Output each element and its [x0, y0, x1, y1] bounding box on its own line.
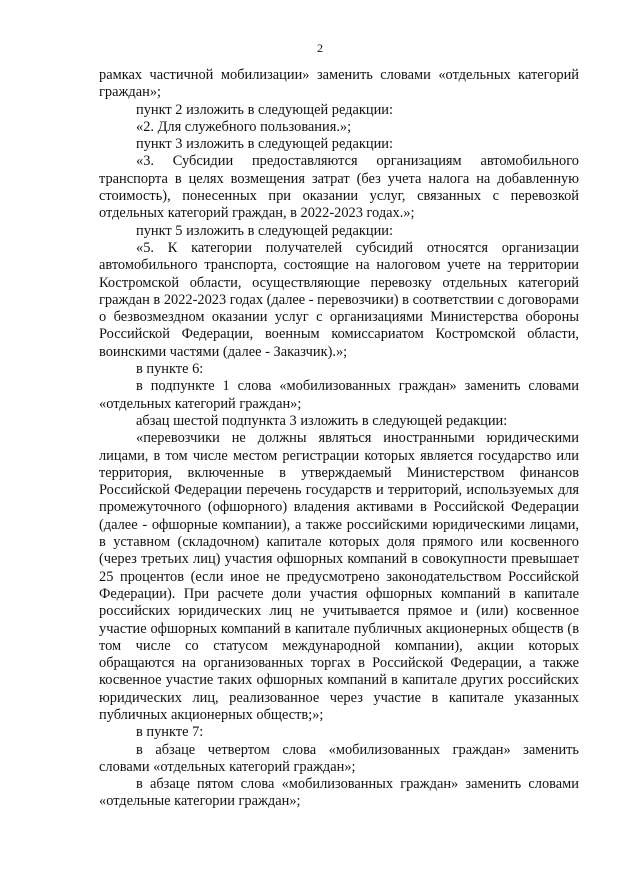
paragraph-point-5-text: «5. К категории получателей субсидий относятся организации автомобильного транспорта, состоящие на налоговом учете на территории Костромской области, осуществляющие перевозку отдельных категорий граждан в 2022-2023 годах (далее - перевозчики) в соответствии с договорами о безвозмездном оказании услуг с организациями Министерства обороны Российской Федерации, военным комиссариатом Костромской области, воинскими частями (далее - Заказчик).»; [99, 239, 579, 360]
paragraph-point-6-subpoint-3-text: «перевозчики не должны являться иностранными юридическими лицами, в том числе местом регистрации которых является государство или территория, включенные в утверждаемый Министерством финансов Российской Федерации перечень государств и территорий, используемых для промежуточного (офшорного) владения активами в Российской Федерации (далее - офшорные компании), а также российскими юридическими лицами, в уставном (складочном) капитале которых доля прямого или косвенного (через третьих лиц) участия офшорных компаний в совокупности превышает 25 процентов (если иное не предусмотрено законодательством Российской Федерации). При расчете доли участия офшорных компаний в капитале российских юридических лиц не учитывается прямое и (или) косвенное участие офшорных компаний в капитале публичных акционерных обществ (в том числе со статусом международной компании), акции которых обращаются на организованных торгах в Российской Федерации, а также косвенное участие таких офшорных компаний в капитале других российских юридических лиц, реализованное через участие в капитале указанных публичных акционерных обществ;»; [99, 430, 579, 723]
page-number: 2 [317, 41, 323, 55]
paragraph-continuation: рамках частичной мобилизации» заменить словами «отдельных категорий граждан»; [99, 67, 579, 101]
document-body [99, 67, 579, 811]
paragraph-point-7-paragraph-4: в абзаце четвертом слова «мобилизованных граждан» заменить словами «отдельных категорий граждан»; [99, 741, 579, 775]
paragraph-point-2-heading: пункт 2 изложить в следующей редакции: [136, 101, 393, 118]
paragraph-point-3-text: «3. Субсидии предоставляются организациям автомобильного транспорта в целях возмещения затрат (без учета налога на добавленную стоимость), понесенных при оказании услуг, связанных с перевозкой отдельных категорий граждан, в 2022-2023 годах.»; [99, 153, 579, 222]
paragraph-point-6-subpoint-3-heading: абзац шестой подпункта 3 изложить в следующей редакции: [136, 412, 508, 429]
paragraph-point-6-subpoint-1: в подпункте 1 слова «мобилизованных граждан» заменить словами «отдельных категорий граждан»; [99, 378, 579, 412]
paragraph-point-2-text: «2. Для служебного пользования.»; [136, 118, 352, 135]
paragraph-point-5-heading: пункт 5 изложить в следующей редакции: [136, 222, 393, 239]
paragraph-point-3-heading: пункт 3 изложить в следующей редакции: [136, 136, 393, 153]
paragraph-point-6-heading: в пункте 6: [136, 361, 204, 378]
paragraph-point-7-paragraph-5: в абзаце пятом слова «мобилизованных граждан» заменить словами «отдельные категории граждан»; [99, 776, 579, 810]
paragraph-point-7-heading: в пункте 7: [136, 724, 204, 741]
